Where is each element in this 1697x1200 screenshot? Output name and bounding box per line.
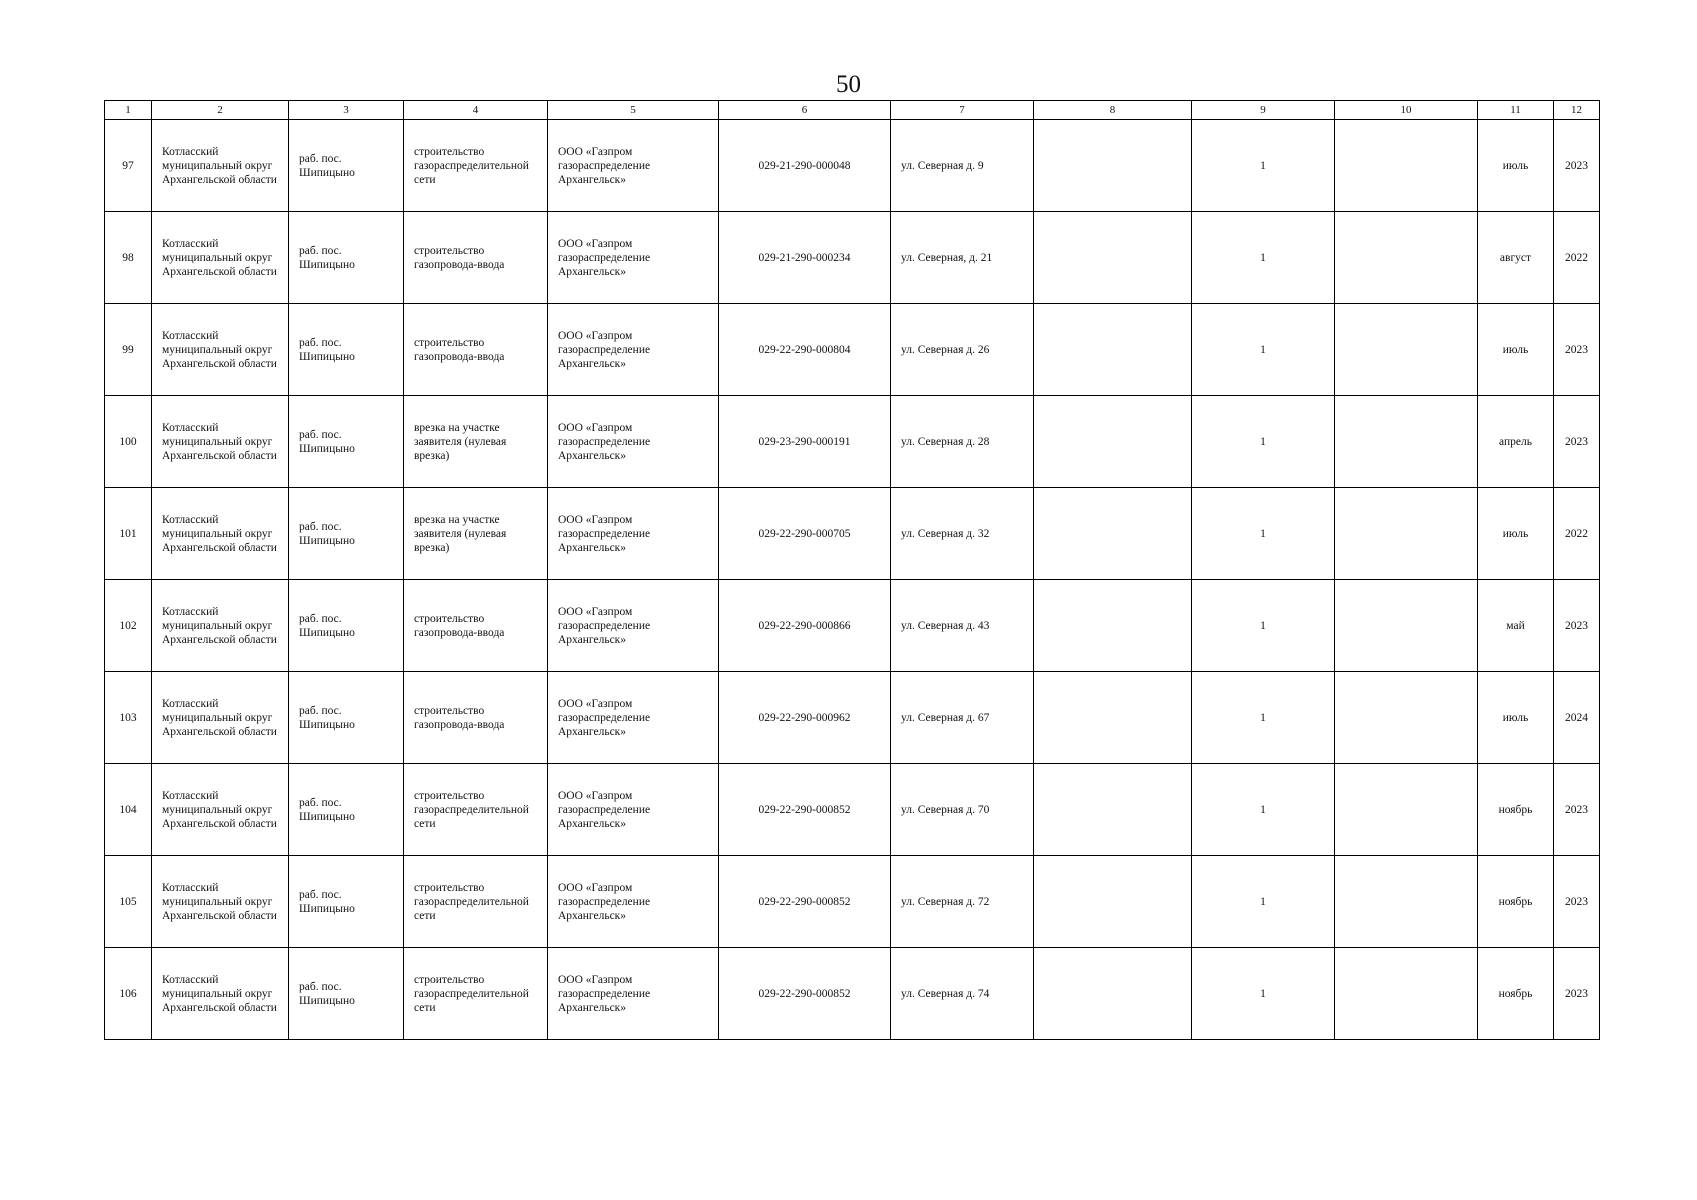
organization-cell: ООО «Газпром газораспределение Архангельск» bbox=[548, 120, 719, 212]
column-8-cell bbox=[1034, 672, 1192, 764]
work-type-cell: строительство газопровода-ввода bbox=[404, 212, 548, 304]
row-number-cell: 98 bbox=[105, 212, 152, 304]
quantity-cell: 1 bbox=[1192, 120, 1335, 212]
year-cell: 2023 bbox=[1554, 396, 1600, 488]
organization-cell: ООО «Газпром газораспределение Архангельск» bbox=[548, 396, 719, 488]
table-body bbox=[105, 120, 1600, 1040]
month-cell: июль bbox=[1478, 672, 1554, 764]
row-number-cell: 100 bbox=[105, 396, 152, 488]
column-10-cell bbox=[1335, 120, 1478, 212]
column-8-cell bbox=[1034, 764, 1192, 856]
district-cell: Котласский муниципальный округ Архангельской области bbox=[152, 672, 289, 764]
code-cell: 029-22-290-000852 bbox=[719, 764, 891, 856]
year-cell: 2023 bbox=[1554, 304, 1600, 396]
column-10-cell bbox=[1335, 488, 1478, 580]
year-cell: 2023 bbox=[1554, 580, 1600, 672]
column-header: 2 bbox=[152, 101, 289, 120]
table-row bbox=[105, 120, 1600, 212]
column-8-cell bbox=[1034, 856, 1192, 948]
row-number-cell: 106 bbox=[105, 948, 152, 1040]
quantity-cell: 1 bbox=[1192, 488, 1335, 580]
code-cell: 029-21-290-000048 bbox=[719, 120, 891, 212]
year-cell: 2024 bbox=[1554, 672, 1600, 764]
column-8-cell bbox=[1034, 304, 1192, 396]
settlement-cell: раб. пос. Шипицыно bbox=[289, 764, 404, 856]
year-cell: 2023 bbox=[1554, 120, 1600, 212]
work-type-cell: строительство газопровода-ввода bbox=[404, 672, 548, 764]
address-cell: ул. Северная, д. 21 bbox=[891, 212, 1034, 304]
row-number-cell: 105 bbox=[105, 856, 152, 948]
column-header: 8 bbox=[1034, 101, 1192, 120]
address-cell: ул. Северная д. 43 bbox=[891, 580, 1034, 672]
register-table bbox=[104, 100, 1600, 1040]
settlement-cell: раб. пос. Шипицыно bbox=[289, 948, 404, 1040]
organization-cell: ООО «Газпром газораспределение Архангельск» bbox=[548, 764, 719, 856]
column-number-row bbox=[105, 101, 1600, 120]
quantity-cell: 1 bbox=[1192, 856, 1335, 948]
row-number-cell: 101 bbox=[105, 488, 152, 580]
column-8-cell bbox=[1034, 212, 1192, 304]
month-cell: ноябрь bbox=[1478, 948, 1554, 1040]
organization-cell: ООО «Газпром газораспределение Архангельск» bbox=[548, 948, 719, 1040]
month-cell: июль bbox=[1478, 304, 1554, 396]
column-header: 5 bbox=[548, 101, 719, 120]
code-cell: 029-22-290-000852 bbox=[719, 948, 891, 1040]
quantity-cell: 1 bbox=[1192, 764, 1335, 856]
row-number-cell: 104 bbox=[105, 764, 152, 856]
column-8-cell bbox=[1034, 120, 1192, 212]
column-10-cell bbox=[1335, 672, 1478, 764]
district-cell: Котласский муниципальный округ Архангельской области bbox=[152, 304, 289, 396]
month-cell: апрель bbox=[1478, 396, 1554, 488]
column-10-cell bbox=[1335, 212, 1478, 304]
month-cell: июль bbox=[1478, 120, 1554, 212]
address-cell: ул. Северная д. 32 bbox=[891, 488, 1034, 580]
organization-cell: ООО «Газпром газораспределение Архангельск» bbox=[548, 856, 719, 948]
row-number-cell: 102 bbox=[105, 580, 152, 672]
district-cell: Котласский муниципальный округ Архангельской области bbox=[152, 580, 289, 672]
settlement-cell: раб. пос. Шипицыно bbox=[289, 580, 404, 672]
quantity-cell: 1 bbox=[1192, 948, 1335, 1040]
row-number-cell: 97 bbox=[105, 120, 152, 212]
table-row bbox=[105, 580, 1600, 672]
column-10-cell bbox=[1335, 948, 1478, 1040]
column-8-cell bbox=[1034, 580, 1192, 672]
column-header: 3 bbox=[289, 101, 404, 120]
work-type-cell: строительство газораспределительной сети bbox=[404, 948, 548, 1040]
table-row bbox=[105, 764, 1600, 856]
quantity-cell: 1 bbox=[1192, 672, 1335, 764]
column-10-cell bbox=[1335, 396, 1478, 488]
table-row bbox=[105, 948, 1600, 1040]
work-type-cell: строительство газопровода-ввода bbox=[404, 304, 548, 396]
row-number-cell: 103 bbox=[105, 672, 152, 764]
work-type-cell: строительство газораспределительной сети bbox=[404, 764, 548, 856]
code-cell: 029-22-290-000962 bbox=[719, 672, 891, 764]
address-cell: ул. Северная д. 26 bbox=[891, 304, 1034, 396]
year-cell: 2022 bbox=[1554, 488, 1600, 580]
work-type-cell: строительство газораспределительной сети bbox=[404, 120, 548, 212]
work-type-cell: врезка на участке заявителя (нулевая врезка) bbox=[404, 488, 548, 580]
row-number-cell: 99 bbox=[105, 304, 152, 396]
address-cell: ул. Северная д. 72 bbox=[891, 856, 1034, 948]
district-cell: Котласский муниципальный округ Архангельской области bbox=[152, 488, 289, 580]
column-header: 11 bbox=[1478, 101, 1554, 120]
month-cell: август bbox=[1478, 212, 1554, 304]
code-cell: 029-22-290-000804 bbox=[719, 304, 891, 396]
column-10-cell bbox=[1335, 856, 1478, 948]
column-8-cell bbox=[1034, 396, 1192, 488]
column-header: 7 bbox=[891, 101, 1034, 120]
column-header: 12 bbox=[1554, 101, 1600, 120]
month-cell: ноябрь bbox=[1478, 856, 1554, 948]
settlement-cell: раб. пос. Шипицыно bbox=[289, 120, 404, 212]
table-row bbox=[105, 856, 1600, 948]
code-cell: 029-22-290-000852 bbox=[719, 856, 891, 948]
column-10-cell bbox=[1335, 580, 1478, 672]
year-cell: 2022 bbox=[1554, 212, 1600, 304]
column-header: 9 bbox=[1192, 101, 1335, 120]
column-header: 1 bbox=[105, 101, 152, 120]
column-10-cell bbox=[1335, 764, 1478, 856]
column-8-cell bbox=[1034, 488, 1192, 580]
settlement-cell: раб. пос. Шипицыно bbox=[289, 304, 404, 396]
settlement-cell: раб. пос. Шипицыно bbox=[289, 672, 404, 764]
address-cell: ул. Северная д. 28 bbox=[891, 396, 1034, 488]
table-row bbox=[105, 212, 1600, 304]
code-cell: 029-22-290-000705 bbox=[719, 488, 891, 580]
organization-cell: ООО «Газпром газораспределение Архангельск» bbox=[548, 580, 719, 672]
district-cell: Котласский муниципальный округ Архангельской области bbox=[152, 856, 289, 948]
month-cell: июль bbox=[1478, 488, 1554, 580]
quantity-cell: 1 bbox=[1192, 304, 1335, 396]
table-header bbox=[105, 101, 1600, 120]
column-header: 4 bbox=[404, 101, 548, 120]
settlement-cell: раб. пос. Шипицыно bbox=[289, 856, 404, 948]
table-row bbox=[105, 488, 1600, 580]
organization-cell: ООО «Газпром газораспределение Архангельск» bbox=[548, 304, 719, 396]
settlement-cell: раб. пос. Шипицыно bbox=[289, 396, 404, 488]
address-cell: ул. Северная д. 74 bbox=[891, 948, 1034, 1040]
column-10-cell bbox=[1335, 304, 1478, 396]
code-cell: 029-21-290-000234 bbox=[719, 212, 891, 304]
quantity-cell: 1 bbox=[1192, 212, 1335, 304]
organization-cell: ООО «Газпром газораспределение Архангельск» bbox=[548, 212, 719, 304]
quantity-cell: 1 bbox=[1192, 396, 1335, 488]
district-cell: Котласский муниципальный округ Архангельской области bbox=[152, 396, 289, 488]
page-number: 50 bbox=[836, 71, 861, 98]
address-cell: ул. Северная д. 70 bbox=[891, 764, 1034, 856]
year-cell: 2023 bbox=[1554, 764, 1600, 856]
settlement-cell: раб. пос. Шипицыно bbox=[289, 212, 404, 304]
table-row bbox=[105, 672, 1600, 764]
table-row bbox=[105, 304, 1600, 396]
district-cell: Котласский муниципальный округ Архангельской области bbox=[152, 948, 289, 1040]
address-cell: ул. Северная д. 67 bbox=[891, 672, 1034, 764]
district-cell: Котласский муниципальный округ Архангельской области bbox=[152, 212, 289, 304]
column-8-cell bbox=[1034, 948, 1192, 1040]
code-cell: 029-23-290-000191 bbox=[719, 396, 891, 488]
year-cell: 2023 bbox=[1554, 948, 1600, 1040]
work-type-cell: строительство газопровода-ввода bbox=[404, 580, 548, 672]
column-header: 6 bbox=[719, 101, 891, 120]
work-type-cell: врезка на участке заявителя (нулевая врезка) bbox=[404, 396, 548, 488]
organization-cell: ООО «Газпром газораспределение Архангельск» bbox=[548, 488, 719, 580]
district-cell: Котласский муниципальный округ Архангельской области bbox=[152, 764, 289, 856]
year-cell: 2023 bbox=[1554, 856, 1600, 948]
district-cell: Котласский муниципальный округ Архангельской области bbox=[152, 120, 289, 212]
column-header: 10 bbox=[1335, 101, 1478, 120]
settlement-cell: раб. пос. Шипицыно bbox=[289, 488, 404, 580]
month-cell: май bbox=[1478, 580, 1554, 672]
table-row bbox=[105, 396, 1600, 488]
address-cell: ул. Северная д. 9 bbox=[891, 120, 1034, 212]
code-cell: 029-22-290-000866 bbox=[719, 580, 891, 672]
organization-cell: ООО «Газпром газораспределение Архангельск» bbox=[548, 672, 719, 764]
quantity-cell: 1 bbox=[1192, 580, 1335, 672]
month-cell: ноябрь bbox=[1478, 764, 1554, 856]
work-type-cell: строительство газораспределительной сети bbox=[404, 856, 548, 948]
